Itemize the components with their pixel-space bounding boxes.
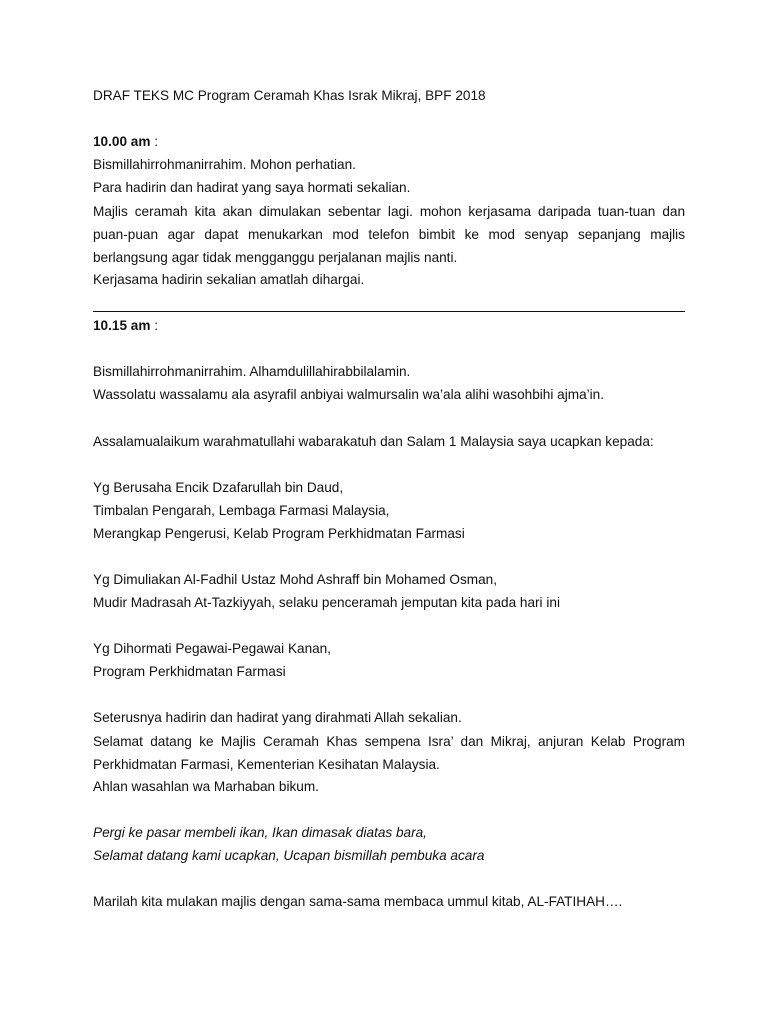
opening-line-2: Wassolatu wassalamu ala asyrafil anbiyai walmursalin wa’ala alihi wasohbihi ajma’in. [93,387,604,402]
welcome-line-3: Ahlan wasahlan wa Marhaban bikum. [93,779,319,794]
welcome-line-1: Seterusnya hadirin dan hadirat yang dirahmati Allah sekalian. [93,710,462,725]
guest-3-role: Program Perkhidmatan Farmasi [93,664,286,679]
closing-line: Marilah kita mulakan majlis dengan sama-sama membaca ummul kitab, AL-FATIHAH…. [93,894,623,909]
section-2-separator: : [150,318,159,333]
guest-2-name: Yg Dimuliakan Al-Fadhil Ustaz Mohd Ashraff bin Mohamed Osman, [93,572,497,587]
welcome-paragraph: Selamat datang ke Majlis Ceramah Khas sempena Isra’ dan Mikraj, anjuran Kelab Program Perkhidmatan Farmasi, Kementerian Kesihatan Malaysia. [93,734,685,772]
guest-1-role: Merangkap Pengerusi, Kelab Program Perkhidmatan Farmasi [93,526,465,541]
section-1-line-2: Para hadirin dan hadirat yang saya hormati sekalian. [93,180,411,195]
guest-3-name: Yg Dihormati Pegawai-Pegawai Kanan, [93,641,332,656]
pantun-line-1: Pergi ke pasar membeli ikan, Ikan dimasak diatas bara, [93,825,427,840]
section-1-line-4: Kerjasama hadirin sekalian amatlah dihargai. [93,272,365,287]
section-1-paragraph: Majlis ceramah kita akan dimulakan sebentar lagi. mohon kerjasama daripada tuan-tuan dan puan-puan agar dapat menukarkan mod telefon bimbit ke mod senyap sepanjang majlis berlangsung agar tidak mengganggu perjalanan majlis nanti. [93,204,685,265]
guest-2-role: Mudir Madrasah At-Tazkiyyah, selaku penceramah jemputan kita pada hari ini [93,595,560,610]
section-1-separator: : [150,134,159,149]
pantun-line-2: Selamat datang kami ucapkan, Ucapan bismillah pembuka acara [93,848,485,863]
section-2-time: 10.15 am [93,318,151,333]
section-1-time: 10.00 am [93,134,151,149]
section-1-heading [93,133,158,151]
section-2-heading [93,317,158,335]
guest-1-name: Yg Berusaha Encik Dzafarullah bin Daud, [93,480,344,495]
salutation-line: Assalamualaikum warahmatullahi wabarakatuh dan Salam 1 Malaysia saya ucapkan kepada: [93,434,654,449]
section-1-line-1: Bismillahirrohmanirrahim. Mohon perhatian. [93,157,356,172]
guest-1-title: Timbalan Pengarah, Lembaga Farmasi Malaysia, [93,503,390,518]
document-title: DRAF TEKS MC Program Ceramah Khas Israk Mikraj, BPF 2018 [93,88,486,103]
section-divider [93,311,685,312]
opening-line-1: Bismillahirrohmanirrahim. Alhamdulillahirabbilalamin. [93,364,411,379]
